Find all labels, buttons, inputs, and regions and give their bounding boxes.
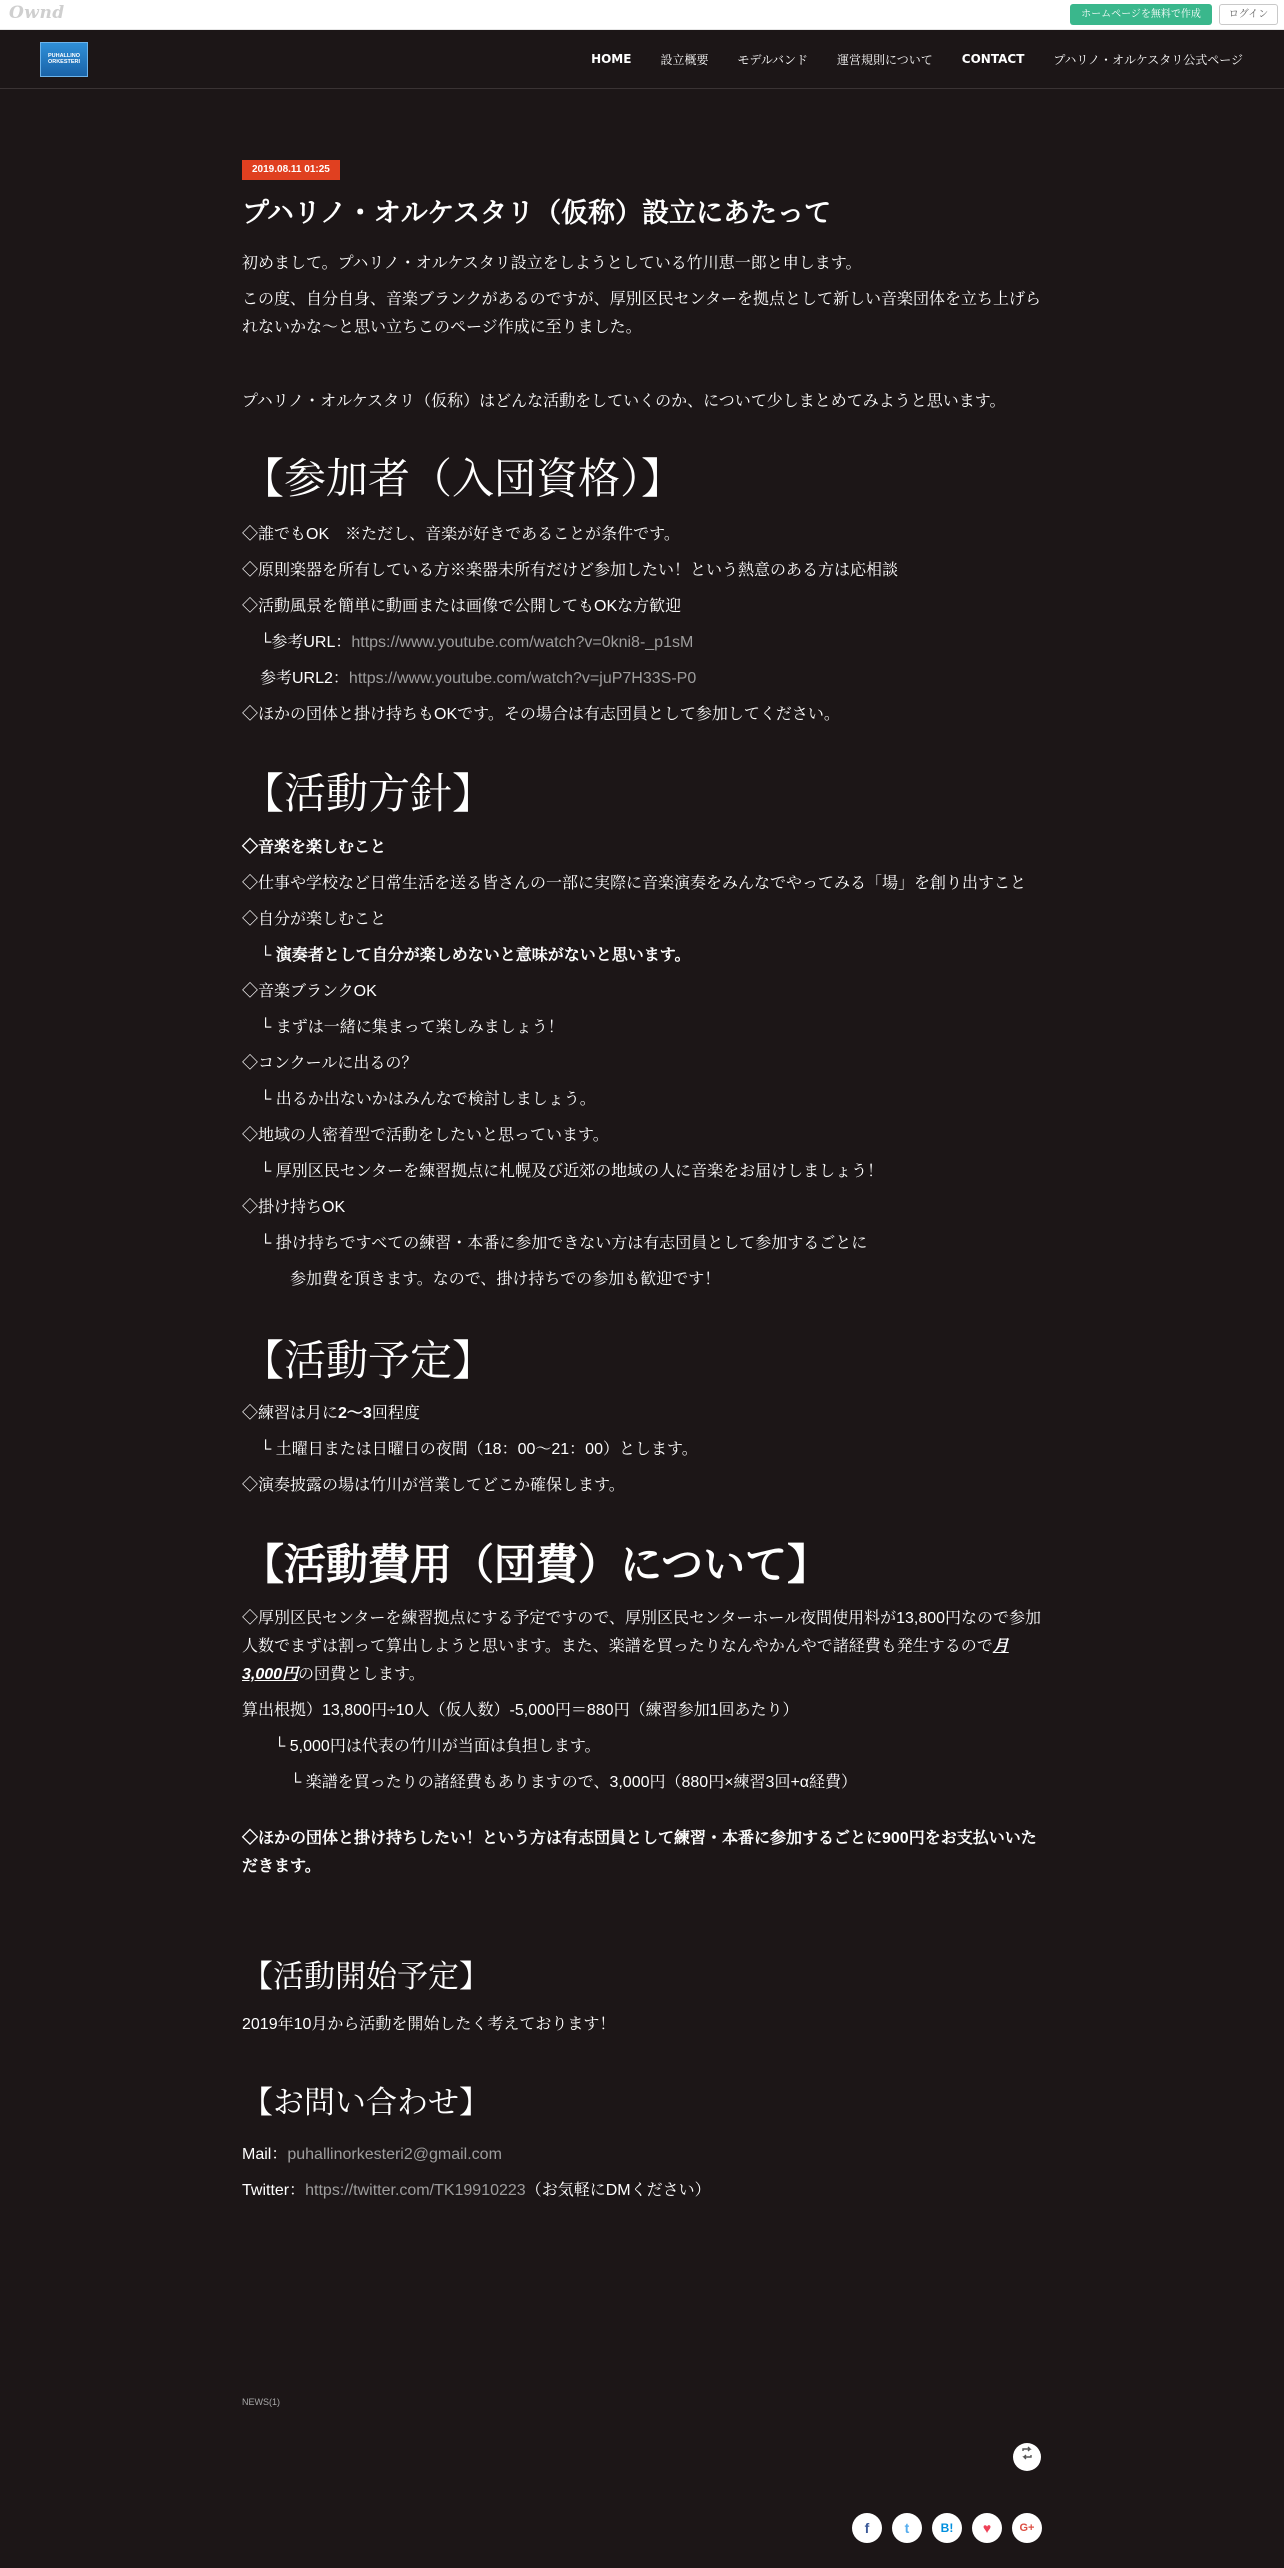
post-tag[interactable]: NEWS(1) xyxy=(242,2397,280,2407)
share-buttons xyxy=(852,2513,1042,2543)
post-title: プハリノ・オルケスタリ（仮称）設立にあたって xyxy=(242,198,832,228)
facebook-icon[interactable]: f xyxy=(852,2513,882,2543)
platform-bar xyxy=(0,0,1284,30)
list-item: ◇音楽ブランクOK xyxy=(242,983,377,1000)
list-item-text: ◇練習は月に xyxy=(242,1405,339,1422)
section-heading-start: 【活動開始予定】 xyxy=(242,1959,490,1994)
fee-amount: 月3,000円 xyxy=(242,1638,1009,1683)
list-item: ◇自分が楽しむこと xyxy=(242,911,387,928)
contact-label: Mail： xyxy=(242,2146,288,2163)
contact-label: Twitter： xyxy=(242,2182,306,2199)
section-heading-fees: 【活動費用（団費）について】 xyxy=(242,1541,830,1588)
section-heading-schedule: 【活動予定】 xyxy=(242,1337,495,1384)
main-nav xyxy=(562,30,1243,88)
create-homepage-button[interactable]: ホームページを無料で作成 xyxy=(1070,4,1212,25)
reference-link[interactable]: https://www.youtube.com/watch?v=0kni8-_p1sM xyxy=(351,634,694,651)
list-item: 算出根拠）13,800円÷10人（仮人数）-5,000円＝880円（練習参加1回あたり） xyxy=(242,1702,799,1719)
nav-model-band[interactable]: モデルバンド xyxy=(737,52,809,67)
reference-label: 参考URL2： xyxy=(260,670,349,687)
list-item: └ 演奏者として自分が楽しめないと意味がないと思います。 xyxy=(260,947,691,964)
list-item: ◇仕事や学校など日常生活を送る皆さんの一部に実際に音楽演奏をみんなでやってみる「場」を創り出すこと xyxy=(242,875,1027,892)
list-item: └ まずは一緒に集まって楽しみましょう！ xyxy=(260,1019,564,1036)
twitter-icon[interactable]: t xyxy=(892,2513,922,2543)
reblog-icon-graphic xyxy=(1020,2446,1034,2460)
post-date: 2019.08.11 01:25 xyxy=(242,160,340,180)
site-logo-text: PUHALLINO ORKESTERI xyxy=(47,53,81,65)
pocket-icon[interactable]: ♥ xyxy=(972,2513,1002,2543)
site-logo[interactable] xyxy=(40,42,88,77)
list-item: ◇地域の人密着型で活動をしたいと思っています。 xyxy=(242,1127,609,1144)
blog-post xyxy=(242,159,1042,2209)
reblog-icon[interactable] xyxy=(1013,2443,1041,2471)
reference-link[interactable]: https://www.youtube.com/watch?v=juP7H33S-P0 xyxy=(348,670,697,687)
google-plus-icon[interactable]: G+ xyxy=(1012,2513,1042,2543)
nav-official-page[interactable]: プハリノ・オルケスタリ公式ページ xyxy=(1053,52,1243,67)
reference-url-2 xyxy=(242,661,1042,697)
contact-mail xyxy=(242,2137,1042,2173)
list-item: └ 楽譜を買ったりの諸経費もありますので、3,000円（880円×練習3回+α経費） xyxy=(290,1774,858,1791)
reference-label: └参考URL： xyxy=(260,634,352,651)
list-item: └ 厚別区民センターを練習拠点に札幌及び近郊の地域の人に音楽をお届けしましょう！ xyxy=(260,1163,884,1180)
site-header xyxy=(0,30,1284,89)
twitter-link[interactable]: https://twitter.com/TK19910223 xyxy=(305,2182,526,2199)
ownd-logo[interactable]: Ownd xyxy=(9,3,65,23)
login-button[interactable]: ログイン xyxy=(1219,4,1278,25)
nav-contact[interactable]: CONTACT xyxy=(961,52,1025,66)
list-item: ◇活動風景を簡単に動画または画像で公開してもOKな方歓迎 xyxy=(242,598,682,615)
list-item: ◇ほかの団体と掛け持ちもOKです。その場合は有志団員として参加してください。 xyxy=(242,706,840,723)
list-item: ◇音楽を楽しむこと xyxy=(242,839,387,856)
list-item: 参加費を頂きます。なので、掛け持ちでの参加も歓迎です！ xyxy=(290,1271,721,1288)
list-item: └ 土曜日または日曜日の夜間（18：00～21：00）とします。 xyxy=(260,1441,698,1458)
fee-text: ◇厚別区民センターを練習拠点にする予定ですので、厚別区民センターホール夜間使用料が13,800円なので参加人数でまずは割って算出しようと思います。また、楽譜を買ったりなんやかんやで諸経費も発生するので xyxy=(242,1610,1042,1655)
list-item: ◇演奏披露の場は竹川が営業してどこか確保します。 xyxy=(242,1477,625,1494)
mail-link[interactable]: puhallinorkesteri2@gmail.com xyxy=(287,2146,502,2163)
list-item: └ 5,000円は代表の竹川が当面は負担します。 xyxy=(274,1738,601,1755)
fee-note: ◇ほかの団体と掛け持ちしたい！という方は有志団員として練習・本番に参加するごとに900円をお支払いいただきます。 xyxy=(242,1830,1037,1875)
list-item: ◇コンクールに出るの？ xyxy=(242,1055,418,1072)
list-item: ◇掛け持ちOK xyxy=(242,1199,346,1216)
nav-rules[interactable]: 運営規則について xyxy=(837,52,933,67)
fee-paragraph xyxy=(242,1605,1042,1689)
section-heading-policy: 【活動方針】 xyxy=(242,770,495,817)
intro-text: 初めまして。プハリノ・オルケスタリ設立をしようとしている竹川恵一郎と申します。 xyxy=(242,255,862,272)
contact-note: （お気軽にDMください） xyxy=(525,2182,711,2199)
hatena-icon[interactable]: B! xyxy=(932,2513,962,2543)
nav-about[interactable]: 設立概要 xyxy=(660,52,709,67)
contact-twitter xyxy=(242,2173,1042,2209)
list-item: ◇誰でもOK ※ただし、音楽が好きであることが条件です。 xyxy=(242,526,680,543)
list-item-text: 回程度 xyxy=(371,1405,420,1422)
list-item: └ 掛け持ちですべての練習・本番に参加できない方は有志団員として参加するごとに xyxy=(260,1235,868,1252)
reference-url-1 xyxy=(242,625,1042,661)
list-item: 2019年10月から活動を開始したく考えております！ xyxy=(242,2016,616,2033)
nav-home[interactable]: HOME xyxy=(591,52,632,66)
intro-text: この度、自分自身、音楽ブランクがあるのですが、厚別区民センターを拠点として新しい音楽団体を立ち上げられないかな～と思い立ちこのページ作成に至りました。 xyxy=(242,291,1042,336)
list-item-emphasis: 2～3 xyxy=(338,1405,372,1422)
list-item: └ 出るか出ないかはみんなで検討しましょう。 xyxy=(260,1091,596,1108)
fee-text: の団費とします。 xyxy=(298,1666,425,1683)
section-heading-contact: 【お問い合わせ】 xyxy=(242,2085,490,2120)
list-item xyxy=(242,1396,1042,1432)
intro-text: プハリノ・オルケスタリ（仮称）はどんな活動をしていくのか、について少しまとめてみようと思います。 xyxy=(242,393,1006,410)
section-heading-participants: 【参加者（入団資格）】 xyxy=(242,455,684,502)
list-item: ◇原則楽器を所有している方※楽器未所有だけど参加したい！という熱意のある方は応相談 xyxy=(242,562,899,579)
